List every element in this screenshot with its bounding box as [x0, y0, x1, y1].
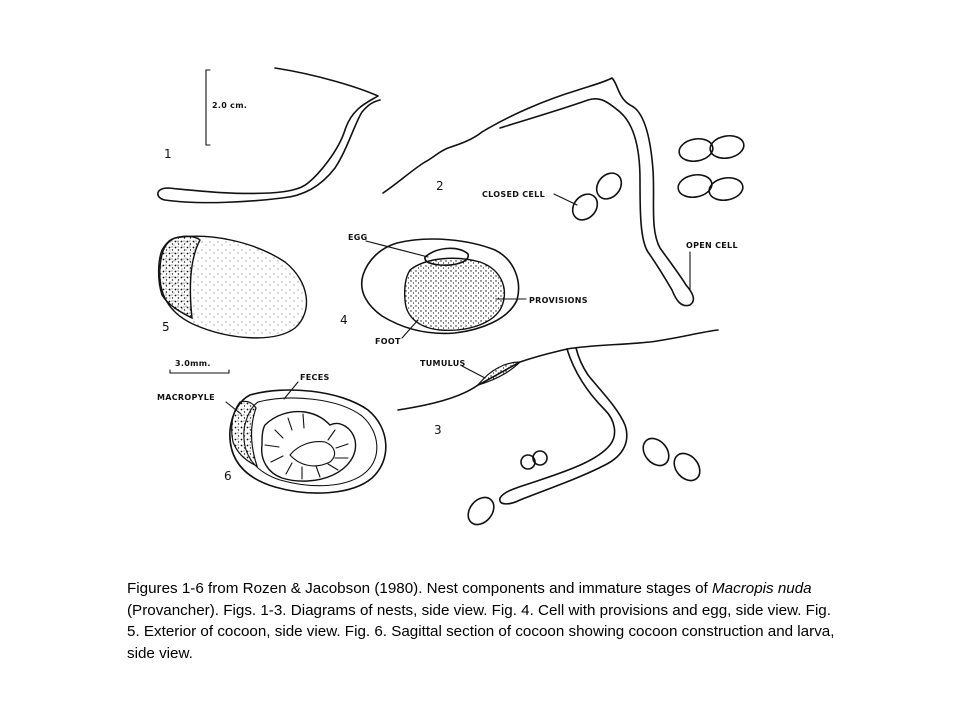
tumulus [478, 362, 520, 385]
macropyle-mass [232, 401, 257, 466]
caption-part-1: Figures 1-6 from Rozen & Jacobson (1980). Nest components and immature stages of [127, 580, 713, 597]
cell-3-right-1 [638, 433, 674, 470]
scale-bar-2cm [206, 70, 210, 145]
burrow-outline-1 [158, 68, 380, 203]
label-foot: FOOT [375, 337, 401, 346]
burrow-outline-3 [500, 348, 627, 504]
cell-3-right-2 [669, 448, 705, 485]
ground-surface-2 [383, 132, 482, 193]
label-feces: FECES [300, 373, 330, 382]
label-open-cell: OPEN CELL [686, 241, 738, 250]
fig-number-5: 5 [162, 320, 170, 334]
ground-surface-3 [398, 330, 718, 410]
figure-1-nest [158, 68, 380, 203]
fig-number-3: 3 [434, 423, 442, 437]
label-closed-cell: CLOSED CELL [482, 190, 545, 199]
provisions-mass [405, 258, 505, 330]
figure-caption [127, 578, 839, 664]
label-tumulus: TUMULUS [420, 359, 466, 368]
scale-label-2cm: 2.0 cm. [212, 101, 248, 110]
figure-4-cell [340, 233, 588, 346]
cell-pair-bottom-left [676, 172, 713, 200]
caption-species-name: Macropis nuda [712, 580, 812, 597]
scale-label-3mm: 3.0mm. [175, 359, 211, 368]
label-egg: EGG [348, 233, 368, 242]
fig-number-1: 1 [164, 147, 172, 161]
cell-pair-bottom-right [707, 175, 744, 203]
cell-3-left [463, 492, 499, 529]
scale-bar-3mm-group [170, 359, 229, 373]
label-macropyle: MACROPYLE [157, 393, 215, 402]
figure-6-cocoon-section [157, 373, 386, 493]
closed-cell-pointer [554, 194, 577, 205]
cell-3-small-b [533, 451, 547, 465]
figure-5-cocoon-exterior [159, 236, 307, 338]
cell-pair-top-left [677, 136, 714, 164]
scale-bar-3mm [170, 370, 229, 373]
foot-pointer [402, 320, 418, 338]
label-provisions: PROVISIONS [529, 296, 588, 305]
caption-part-2: (Provancher). Figs. 1-3. Diagrams of nests, side view. Fig. 4. Cell with provisions and egg, side view. Fig. 5. Exterior of cocoon, side view. Fig. 6. Sagittal section of cocoon showing cocoon construction and larva, side view. [127, 601, 835, 662]
fig-number-6: 6 [224, 469, 232, 483]
cell-pair-top-right [708, 133, 745, 161]
fig-number-2: 2 [436, 179, 444, 193]
figure-3-nest [398, 330, 718, 530]
fig-number-4: 4 [340, 313, 348, 327]
